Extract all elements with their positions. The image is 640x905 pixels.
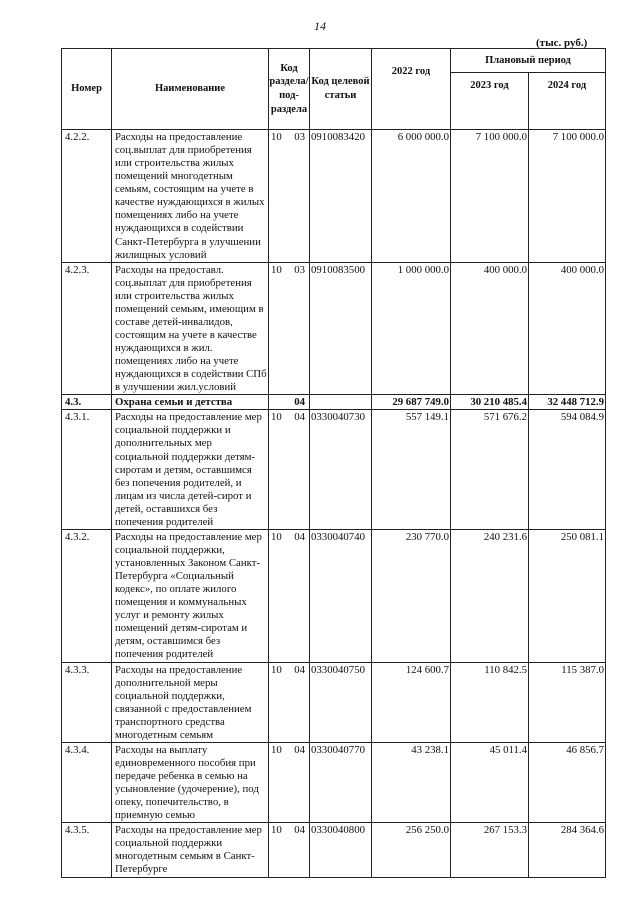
- row-subsection-code: 03: [294, 263, 305, 276]
- row-target-code: 0910083500: [310, 262, 372, 395]
- row-2023: 45 011.4: [451, 742, 529, 822]
- row-2024: 250 081.1: [529, 529, 606, 662]
- row-2024: 284 364.6: [529, 823, 606, 877]
- header-2024: 2024 год: [529, 73, 606, 130]
- row-2022: 557 149.1: [372, 410, 451, 530]
- row-target-code: 0330040750: [310, 662, 372, 742]
- row-section: [269, 410, 310, 530]
- row-number: 4.3.4.: [62, 742, 112, 822]
- row-2023: 30 210 485.4: [451, 395, 529, 410]
- row-2023: 110 842.5: [451, 662, 529, 742]
- row-2024: 400 000.0: [529, 262, 606, 395]
- row-target-code: 0330040740: [310, 529, 372, 662]
- row-name: Расходы на предоставл. соц.выплат для приобретения или строительства жилых помещений семьям, имеющим в составе детей-инвалидов, состоящим на учете в качестве нуждающихся в жил. помещениях либо на учете нуждающихся в содействии СПб в улучшении жил.условий: [112, 262, 269, 395]
- row-target-code: 0330040800: [310, 823, 372, 877]
- row-name: Расходы на предоставление соц.выплат для приобретения или строительства жилых помещений многодетным семьям, состоящим на учете в качестве нуждающихся в жилых помещениях либо на учете нуждающихся в содействии Санкт-Петербурга в улучшении жилищных условий: [112, 130, 269, 263]
- row-2022: 29 687 749.0: [372, 395, 451, 410]
- row-2022: 6 000 000.0: [372, 130, 451, 263]
- header-planned: Плановый период: [451, 49, 606, 73]
- row-2024: 46 856.7: [529, 742, 606, 822]
- row-2023: 400 000.0: [451, 262, 529, 395]
- row-subsection-code: 03: [294, 131, 305, 143]
- row-section: [269, 662, 310, 742]
- table-row: [62, 529, 606, 662]
- row-2024: 7 100 000.0: [529, 130, 606, 263]
- row-subsection-code: 04: [294, 743, 305, 756]
- header-section: [269, 49, 310, 130]
- row-section: [269, 529, 310, 662]
- row-subsection-code: 04: [294, 530, 305, 543]
- table-row: [62, 262, 606, 395]
- row-2024: 594 084.9: [529, 410, 606, 530]
- row-subsection-code: 04: [294, 663, 305, 676]
- row-subsection-code: 04: [294, 396, 305, 409]
- row-section: [269, 395, 310, 410]
- header-name: Наименование: [112, 49, 269, 130]
- row-target-code: 0910083420: [310, 130, 372, 263]
- table-row: [62, 410, 606, 530]
- row-2022: 43 238.1: [372, 742, 451, 822]
- row-section: [269, 823, 310, 877]
- row-number: 4.3.1.: [62, 410, 112, 530]
- row-2022: 1 000 000.0: [372, 262, 451, 395]
- row-target-code: 0330040770: [310, 742, 372, 822]
- header-section-text: Код раздела/ под- раздела: [269, 62, 309, 115]
- header-2022: 2022 год: [372, 49, 451, 130]
- row-2022: 124 600.7: [372, 662, 451, 742]
- row-2023: 240 231.6: [451, 529, 529, 662]
- row-section: [269, 742, 310, 822]
- row-2022: 230 770.0: [372, 529, 451, 662]
- table-row: [62, 662, 606, 742]
- header-number: Номер: [62, 49, 112, 130]
- table-row: [62, 742, 606, 822]
- row-name: Расходы на предоставление мер социальной поддержки многодетным семьям в Санкт-Петербурге: [112, 823, 269, 877]
- row-section-code: 10: [271, 411, 282, 424]
- row-2024: 115 387.0: [529, 662, 606, 742]
- row-name: Расходы на предоставление мер социальной поддержки и дополнительных мер социальной поддержки детям-сиротам и детям, оставшимся без попечения родителей, и лицам из числа детей-сирот и детей, оставшихся без попечения родителей: [112, 410, 269, 530]
- row-2024: 32 448 712.9: [529, 395, 606, 410]
- table-row: [62, 130, 606, 263]
- unit-label: (тыс. руб.): [536, 37, 588, 49]
- budget-table: [61, 48, 606, 878]
- row-number: 4.3.5.: [62, 823, 112, 877]
- row-name: Охрана семьи и детства: [112, 395, 269, 410]
- header-target: Код целевой статьи: [310, 49, 372, 130]
- row-2022: 256 250.0: [372, 823, 451, 877]
- row-number: 4.3.3.: [62, 662, 112, 742]
- row-2023: 571 676.2: [451, 410, 529, 530]
- row-section: [269, 130, 310, 263]
- row-number: 4.3.: [62, 395, 112, 410]
- row-name: Расходы на предоставление дополнительной меры социальной поддержки, связанной с предоставлением транспортного средства многодетным семьям: [112, 662, 269, 742]
- row-section-code: 10: [271, 743, 282, 756]
- row-section-code: 10: [271, 530, 282, 543]
- row-2023: 7 100 000.0: [451, 130, 529, 263]
- table-row: [62, 395, 606, 410]
- row-target-code: 0330040730: [310, 410, 372, 530]
- row-number: 4.2.3.: [62, 262, 112, 395]
- row-subsection-code: 04: [294, 411, 305, 424]
- header-2023: 2023 год: [451, 73, 529, 130]
- row-number: 4.2.2.: [62, 130, 112, 263]
- row-section-code: 10: [271, 663, 282, 676]
- row-section-code: 10: [271, 824, 282, 837]
- row-2023: 267 153.3: [451, 823, 529, 877]
- row-number: 4.3.2.: [62, 529, 112, 662]
- row-name: Расходы на выплату единовременного пособия при передаче ребенка в семью на усыновление (удочерение), под опеку, попечительство, в приемную семью: [112, 742, 269, 822]
- row-name: Расходы на предоставление мер социальной поддержки, установленных Законом Санкт-Петербурга «Социальный кодекс», по оплате жилого помещения и коммунальных услуг и ремонту жилых помещений детям-сиротам и детям, оставшимся без попечения родителей: [112, 529, 269, 662]
- page-number: 14: [314, 19, 326, 33]
- row-subsection-code: 04: [294, 824, 305, 837]
- row-section-code: 10: [271, 263, 282, 276]
- table-row: [62, 823, 606, 877]
- row-section-code: 10: [271, 131, 282, 143]
- row-target-code: [310, 395, 372, 410]
- row-section: [269, 262, 310, 395]
